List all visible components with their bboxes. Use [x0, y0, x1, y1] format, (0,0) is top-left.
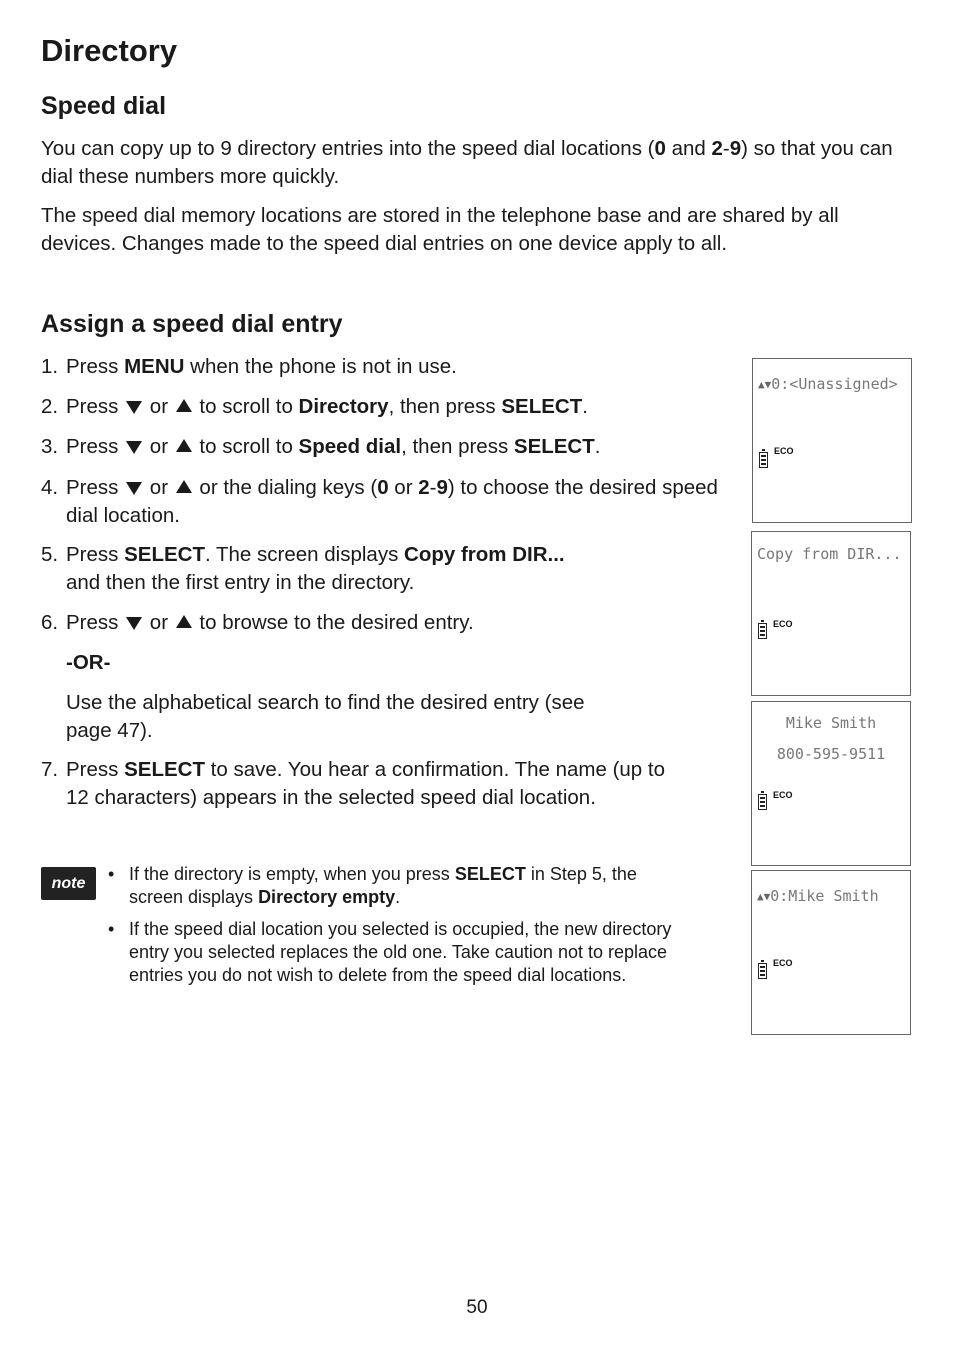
speed-dial-memory-text: The speed dial memory locations are stored in the telephone base and are shared by all devices. Changes made to the speed dial entries on one device apply to all. [41, 204, 839, 255]
step-1: 1. Press MENU when the phone is not in use. [41, 355, 457, 378]
page-title: Directory [41, 33, 178, 68]
note-item-1: • If the directory is empty, when you press SELECT in Step 5, the screen displays Directory empty. [108, 864, 637, 907]
lcd-screen-speed-dial-saved [751, 870, 911, 1035]
up-down-arrow-icon: ▲▼ [757, 890, 771, 903]
battery-icon [758, 794, 767, 810]
eco-indicator: ECO [773, 958, 793, 968]
lcd-screen-unassigned [752, 358, 912, 523]
down-arrow-icon [126, 401, 142, 414]
down-arrow-icon [126, 441, 142, 454]
note-item-2: • If the speed dial location you selected is occupied, the new directory entry you selected replaces the old one. Take caution not to replace entries you do not wish to delete from the speed dial locations. [108, 919, 672, 985]
step-6: 6. Press or to browse to the desired entry. [41, 611, 474, 634]
up-arrow-icon [176, 439, 192, 452]
step-7: 7. Press SELECT to save. You hear a confirmation. The name (up to 12 characters) appears in the selected speed dial location. [41, 758, 666, 809]
eco-indicator: ECO [773, 790, 793, 800]
eco-indicator: ECO [773, 619, 793, 629]
lcd-line: ▲▼0:<Unassigned> [758, 375, 898, 393]
battery-icon [758, 963, 767, 979]
down-arrow-icon [126, 617, 142, 630]
lcd-name-line: Mike Smith [785, 714, 877, 732]
step-4: 4. Press or or the dialing keys (0 or 2-9) to choose the desired speed dial location. [41, 476, 718, 527]
lcd-number-line: 800-595-9511 [776, 745, 886, 763]
section-heading-speed-dial: Speed dial [41, 92, 167, 120]
battery-icon [758, 623, 767, 639]
down-arrow-icon [126, 482, 142, 495]
up-arrow-icon [176, 399, 192, 412]
up-arrow-icon [176, 480, 192, 493]
up-arrow-icon [176, 615, 192, 628]
lcd-line: Copy from DIR... [757, 545, 902, 563]
step-3: 3. Press or to scroll to Speed dial, then press SELECT. [41, 435, 601, 458]
step-5: 5. Press SELECT. The screen displays Copy from DIR... and then the first entry in the directory. [41, 543, 565, 594]
step-2: 2. Press or to scroll to Directory, then press SELECT. [41, 395, 588, 418]
note-badge: note [41, 867, 96, 900]
alphabetical-search-text: Use the alphabetical search to find the desired entry (see page 47). [66, 691, 585, 742]
page-number: 50 [466, 1297, 488, 1318]
battery-icon [759, 452, 768, 468]
up-down-arrow-icon: ▲▼ [758, 378, 772, 391]
eco-indicator: ECO [774, 446, 794, 456]
section-heading-assign: Assign a speed dial entry [41, 310, 343, 338]
speed-dial-intro: You can copy up to 9 directory entries into the speed dial locations (0 and 2-9) so that you can dial these numbers more quickly. [41, 137, 893, 188]
lcd-screen-mike-smith-entry [751, 701, 911, 866]
lcd-line: ▲▼0:Mike Smith [757, 887, 879, 905]
or-label: -OR- [66, 651, 111, 674]
lcd-screen-copy-from-dir [751, 531, 911, 696]
